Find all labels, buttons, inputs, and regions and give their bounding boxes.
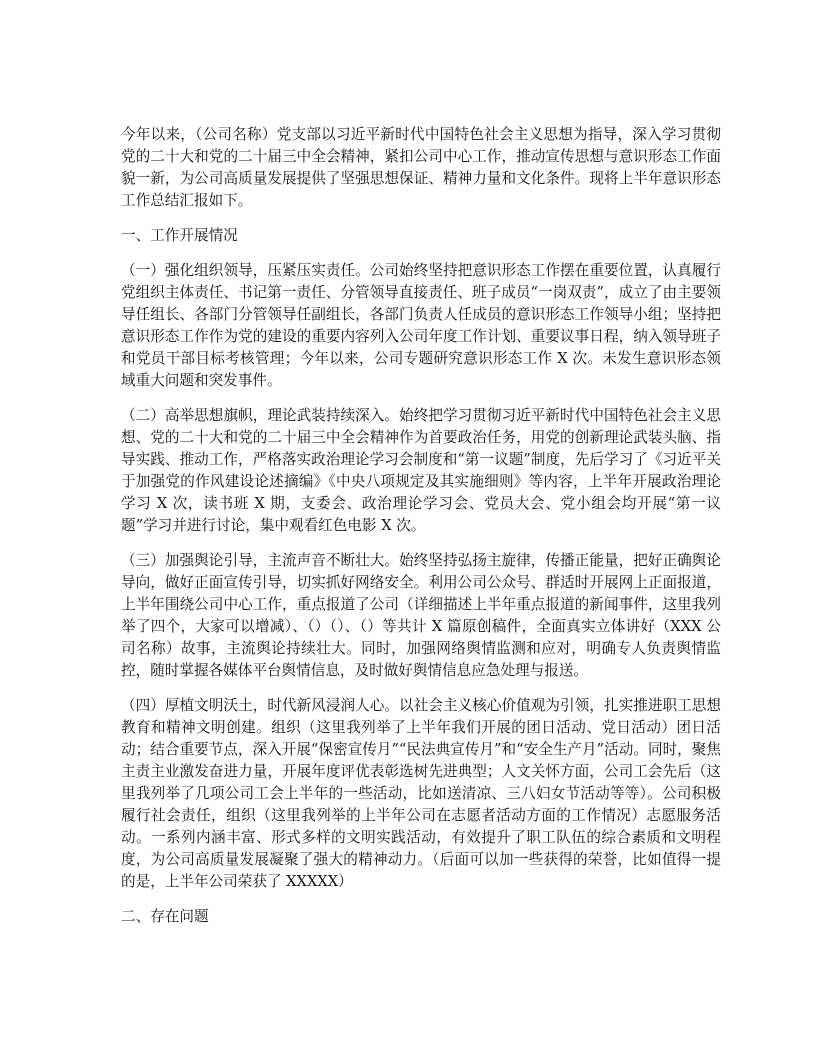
document-body: [121, 124, 721, 941]
paragraph-civilization: （四）厚植文明沃土，时代新风浸润人心。以社会主义核心价值观为引领，扎实推进职工思想教育和精神文明创建。组织（这里我列举了上半年我们开展的团日活动、党日活动）团日活动；结合重要节点，深入开展“保密宣传月”“民法典宣传月”和“安全生产月”活动。同时，聚焦主责主业激发奋进力量，开展年度评优表彰选树先进典型；人文关怀方面，公司工会先后（这里我列举了几项公司工会上半年的一些活动，比如送清凉、三八妇女节活动等等）。公司积极履行社会责任，组织（这里我列举的上半年公司在志愿者活动方面的工作情况）志愿服务活动。一系列内涵丰富、形式多样的文明实践活动，有效提升了职工队伍的综合素质和文明程度，为公司高质量发展凝聚了强大的精神动力。（后面可以加一些获得的荣誉，比如值得一提的是，上半年公司荣获了 XXXXX）: [121, 697, 721, 890]
section-heading-work: 一、工作开展情况: [121, 227, 238, 244]
intro-paragraph: 今年以来，（公司名称）党支部以习近平新时代中国特色社会主义思想为指导，深入学习贯彻党的二十大和党的二十届三中全会精神，紧扣公司中心工作，推动宣传思想与意识形态工作面貌一新，为公司高质量发展提供了坚强思想保证、精神力量和文化条件。现将上半年意识形态工作总结汇报如下。: [121, 126, 721, 209]
paragraph-public-opinion: （三）加强舆论引导，主流声音不断壮大。始终坚持弘扬主旋律，传播正能量，把好正确舆论导向，做好正面宣传引导，切实抓好网络安全。利用公司公众号、群适时开展网上正面报道，上半年围绕公司中心工作，重点报道了公司（详细描述上半年重点报道的新闻事件，这里我列举了四个，大家可以增减）、（）（）、（）等共计 X 篇原创稿件，全面真实立体讲好（XXX 公司名称）故事，主流舆论持续壮大。同时，加强网络舆情监测和应对，明确专人负责舆情监控，随时掌握各媒体平台舆情信息，及时做好舆情信息应急处理与报送。: [121, 552, 721, 679]
paragraph-theory: （二）高举思想旗帜，理论武装持续深入。始终把学习贯彻习近平新时代中国特色社会主义思想、党的二十大和党的二十届三中全会精神作为首要政治任务，用党的创新理论武装头脑、指导实践、推动工作，严格落实政治理论学习会制度和“第一议题”制度，先后学习了《习近平关于加强党的作风建设论述摘编》《中央八项规定及其实施细则》等内容，上半年开展政治理论学习 X 次，读书班 X 期，支委会、政治理论学习会、党员大会、党小组会均开展“第一议题”学习并进行讨论，集中观看红色电影 X 次。: [121, 407, 721, 534]
section-heading-problems: 二、存在问题: [121, 908, 209, 925]
paragraph-organization: （一）强化组织领导，压紧压实责任。公司始终坚持把意识形态工作摆在重要位置，认真履行党组织主体责任、书记第一责任、分管领导直接责任、班子成员“一岗双责”，成立了由主要领导任组长、各部门分管领导任副组长，各部门负责人任成员的意识形态工作领导小组；坚持把意识形态工作作为党的建设的重要内容列入公司年度工作计划、重要议事日程，纳入领导班子和党员干部目标考核管理；今年以来，公司专题研究意识形态工作 X 次。未发生意识形态领域重大问题和突发事件。: [121, 262, 721, 389]
